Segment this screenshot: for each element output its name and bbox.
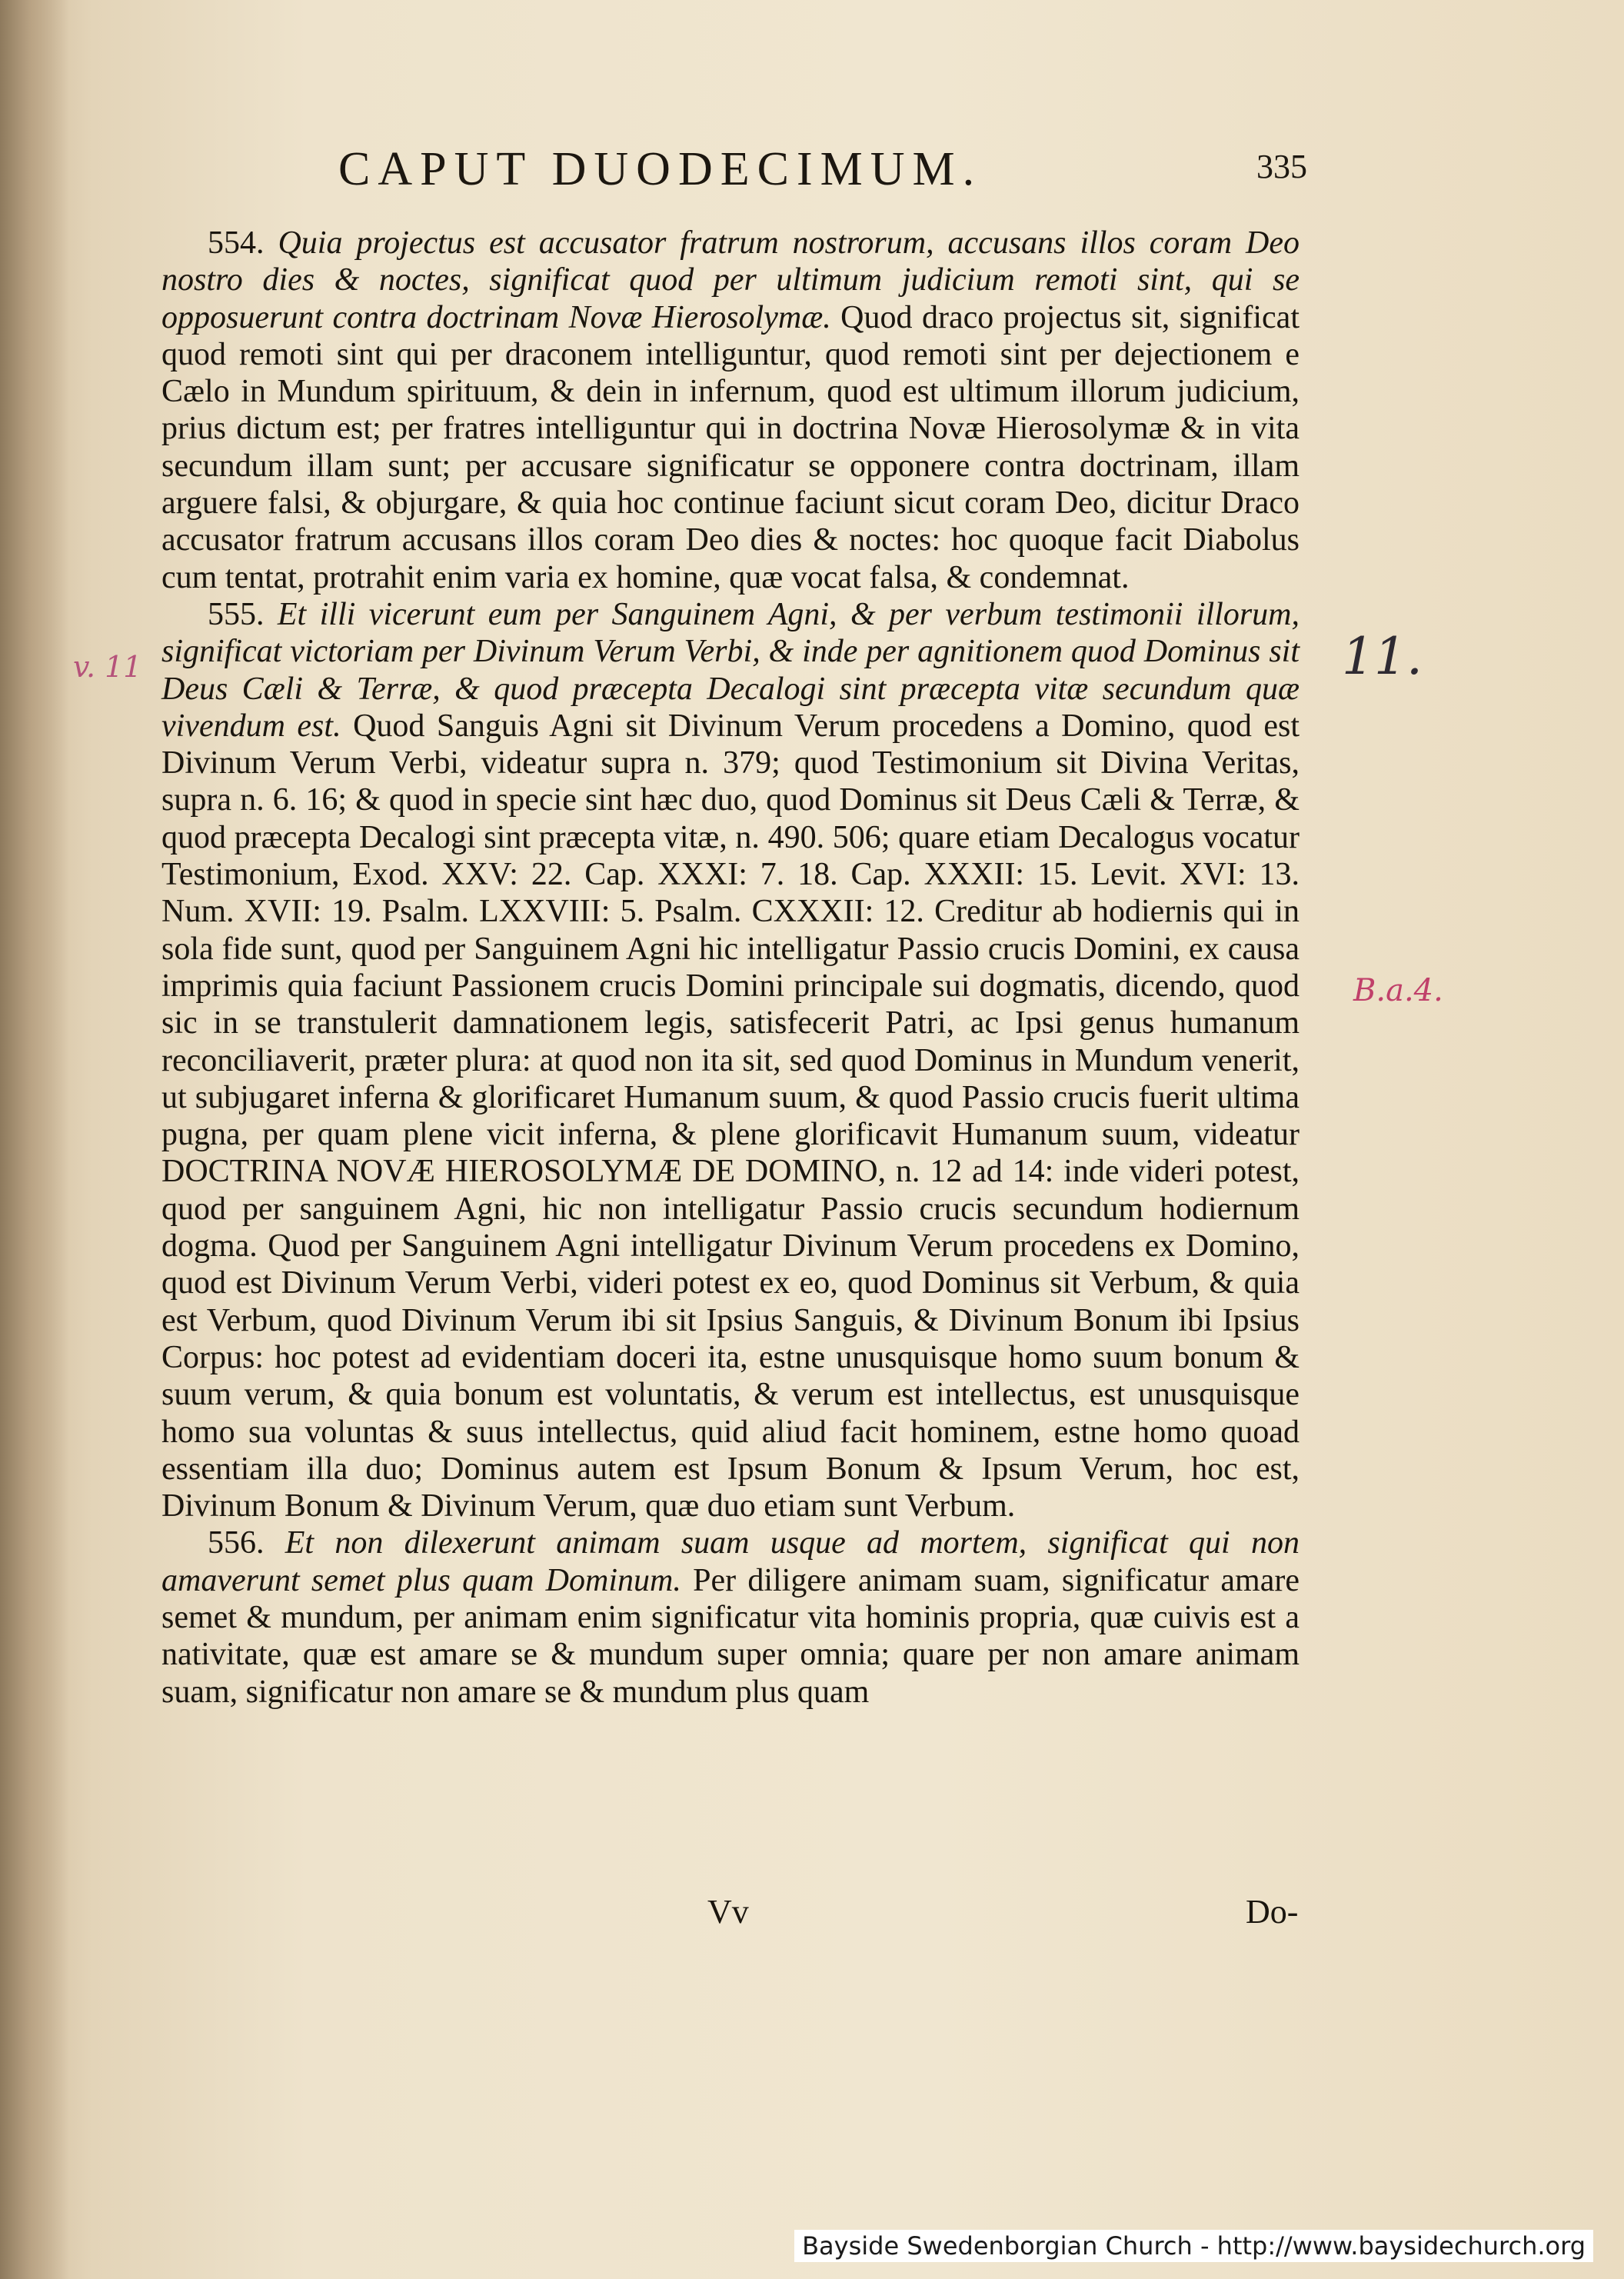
page-number: 335	[1256, 148, 1307, 185]
paragraph-554	[161, 225, 1300, 596]
margin-note-reference: B.a.4.	[1353, 973, 1443, 1008]
catchword: Do-	[1246, 1893, 1299, 1931]
margin-note-verse: v. 11	[73, 650, 142, 684]
paragraph-556	[161, 1524, 1300, 1710]
paragraph-body: Per diligere animam suam, significatur amare semet & mundum, per animam enim significatur vita hominis propria, quæ cuivis est a nativitate, quæ est amare se & mundum super omnia; quare per non amare animam suam, significatur non amare se & mundum plus quam	[161, 1562, 1300, 1710]
paragraph-number: 554.	[208, 225, 265, 261]
paragraph-555	[161, 596, 1300, 1524]
paragraph-body: Quod Sanguis Agni sit Divinum Verum procedens a Domino, quod est Divinum Verum Verbi, videatur supra n. 379; quod Testimonium sit Divina Veritas, supra n. 6. 16; & quod in specie sint hæc duo, quod Dominus sit Deus Cæli & Terræ, & quod præcepta Decalogi sint præcepta vitæ, n. 490. 506; quare etiam Decalogus vocatur Testimonium, Exod. XXV: 22. Cap. XXXI: 7. 18. Cap. XXXII: 15. Levit. XVI: 13. Num. XVII: 19. Psalm. LXXVIII: 5. Psalm. CXXXII: 12. Creditur ab hodiernis qui in sola fide sunt, quod per Sanguinem Agni hic intelligatur Passio crucis Domini, ex causa imprimis quia faciunt Passionem crucis Domini principale sui dogmatis, dicendo, quod sic in se transtulerit damnationem legis, satisfecerit Patri, ac Ipsi genus humanum reconciliaverit, præter plura: at quod non ita sit, sed quod Dominus in Mundum venerit, ut subjugaret inferna & glorificaret Humanum suum, & quod Passio crucis fuerit ultima pugna, per quam plene vicit inferna, & plene glorificavit Humanum suum, videatur DOCTRINA NOVÆ HIEROSOLYMÆ DE DOMINO, n. 12 ad 14: inde videri potest, quod per sanguinem Agni, hic non intelligatur Passio crucis secundum hodiernum dogma. Quod per Sanguinem Agni intelligatur Divinum Verum procedens ex Domino, quod est Divinum Verum Verbi, videri potest ex eo, quod Dominus sit Verbum, & quia est Verbum, quod Divinum Verum ibi sit Ipsius Sanguis, & Divinum Bonum ibi Ipsius Corpus: hoc potest ad evidentiam doceri ita, estne unusquisque homo suum bonum & suum verum, & quia bonum est voluntatis, & verum est intellectus, est unusquisque homo sua voluntas & suus intellectus, quid aliud facit hominem, estne homo quoad essentiam illa duo; Dominus autem est Ipsum Bonum & Ipsum Verum, hoc est, Divinum Bonum & Divinum Verum, quæ duo etiam sunt Verbum.	[161, 708, 1300, 1524]
paragraph-lemma: Et non dilexerunt animam suam usque ad mortem, significat qui non amaverunt semet plus quam Dominum.	[161, 1525, 1300, 1598]
margin-note-number: 11.	[1342, 627, 1423, 686]
paragraph-lemma: Quia projectus est accusator fratrum nostrorum, accusans illos coram Deo nostro dies & noctes, significat quod per ultimum judicium remoti sint, qui se opposuerunt contra doctrinam Novæ Hierosolymæ.	[161, 225, 1300, 335]
gutter-shadow	[0, 0, 69, 2279]
paragraph-number: 556.	[208, 1525, 265, 1561]
signature-mark: Vv	[707, 1893, 749, 1931]
paragraph-number: 555.	[208, 596, 265, 632]
page-header	[338, 142, 1307, 204]
running-title: CAPUT DUODECIMUM.	[338, 143, 983, 195]
text-block	[161, 225, 1300, 1711]
paragraph-body: Quod draco projectus sit, significat quod remoti sint qui per draconem intelliguntur, quod remoti sint per dejectionem e Cælo in Mundum spirituum, & dein in infernum, quod est ultimum illorum judicium, prius dictum est; per fratres intelliguntur qui in doctrina Novæ Hierosolymæ & in vita secundum illam sunt; per accusare significatur se opponere contra doctrinam, illam arguere falsi, & objurgare, & quia hoc continue faciunt sicut coram Deo, dicitur Draco accusator fratrum accusans illos coram Deo dies & noctes: hoc quoque facit Diabolus cum tentat, protrahit enim varia ex homine, quæ vocat falsa, & condemnat.	[161, 299, 1300, 595]
watermark-banner: Bayside Swedenborgian Church - http://www.baysidechurch.org	[794, 2230, 1593, 2262]
paragraph-lemma: Et illi vicerunt eum per Sanguinem Agni, & per verbum testimonii illorum, significat victoriam per Divinum Verum Verbi, & inde per agnitionem quod Dominus sit Deus Cæli & Terræ, & quod præcepta Decalogi sint præcepta vitæ secundum quæ vivendum est.	[161, 596, 1300, 744]
